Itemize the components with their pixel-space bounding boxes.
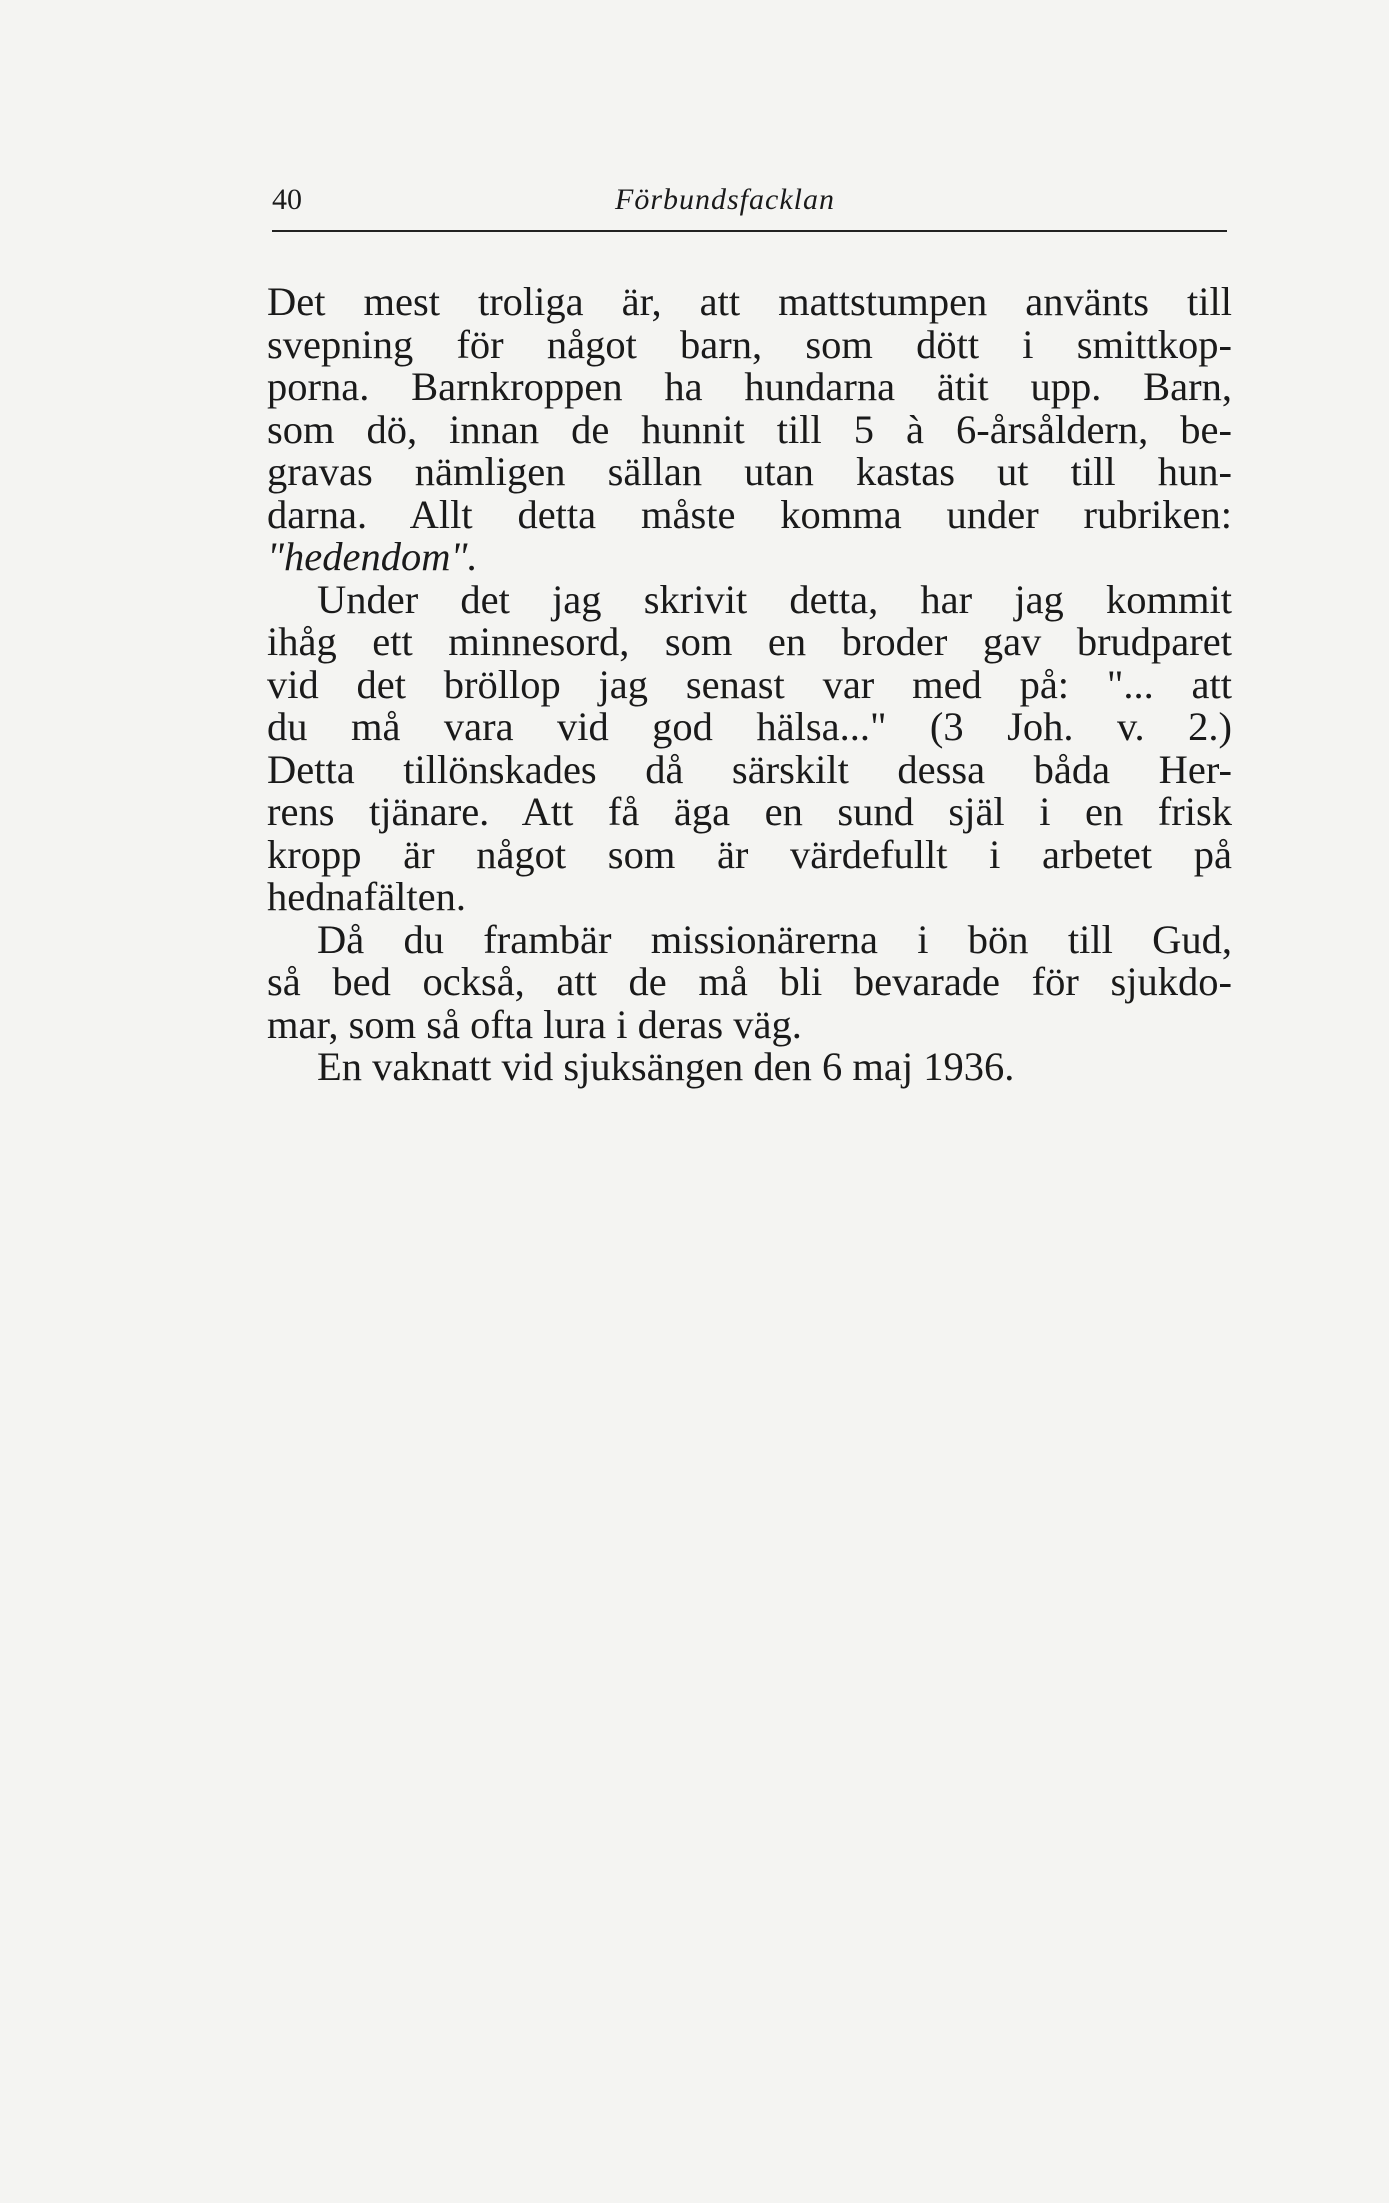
text-line: svepning för något barn, som dött i smittkop- xyxy=(267,321,1232,367)
text-line: porna. Barnkroppen ha hundarna ätit upp. Barn, xyxy=(267,364,1232,409)
paragraph-3 xyxy=(267,916,1232,1047)
text-line: vid det bröllop jag senast var med på: "... att xyxy=(267,661,1232,707)
text-line: kropp är något som är värdefullt i arbetet på xyxy=(267,831,1232,877)
text-line: du må vara vid god hälsa..." (3 Joh. v. 2.) xyxy=(267,704,1232,749)
signature-line: En vaknatt vid sjuksängen den 6 maj 1936. xyxy=(317,1044,1015,1089)
running-title: Förbundsfacklan xyxy=(615,183,835,216)
text-line: som dö, innan de hunnit till 5 à 6-årsåldern, be- xyxy=(267,406,1232,452)
text-line: ihåg ett minnesord, som en broder gav brudparet xyxy=(267,619,1232,664)
text-line: Under det jag skrivit detta, har jag kommit xyxy=(317,576,1232,622)
header-rule xyxy=(272,230,1227,232)
paragraph-1 xyxy=(267,281,1232,579)
text-line: Det mest troliga är, att mattstumpen använts till xyxy=(267,279,1232,324)
page-header xyxy=(272,178,1227,238)
paragraph-2 xyxy=(267,576,1232,919)
text-line: Detta tillönskades då särskilt dessa båda Her- xyxy=(267,746,1232,792)
text-line: darna. Allt detta måste komma under rubriken: xyxy=(267,491,1232,537)
text-line: rens tjänare. Att få äga en sund själ i en frisk xyxy=(267,789,1232,834)
text-line: så bed också, att de må bli bevarade för sjukdo- xyxy=(267,959,1232,1004)
text-line: Då du frambär missionärerna i bön till Gud, xyxy=(317,916,1232,962)
text-line: hednafälten. xyxy=(267,874,467,919)
text-line: mar, som så ofta lura i deras väg. xyxy=(267,1001,802,1047)
page-number: 40 xyxy=(272,183,302,216)
body-text xyxy=(267,281,1232,1089)
text-line: "hedendom". xyxy=(267,534,478,579)
text-line: gravas nämligen sällan utan kastas ut till hun- xyxy=(267,449,1232,494)
